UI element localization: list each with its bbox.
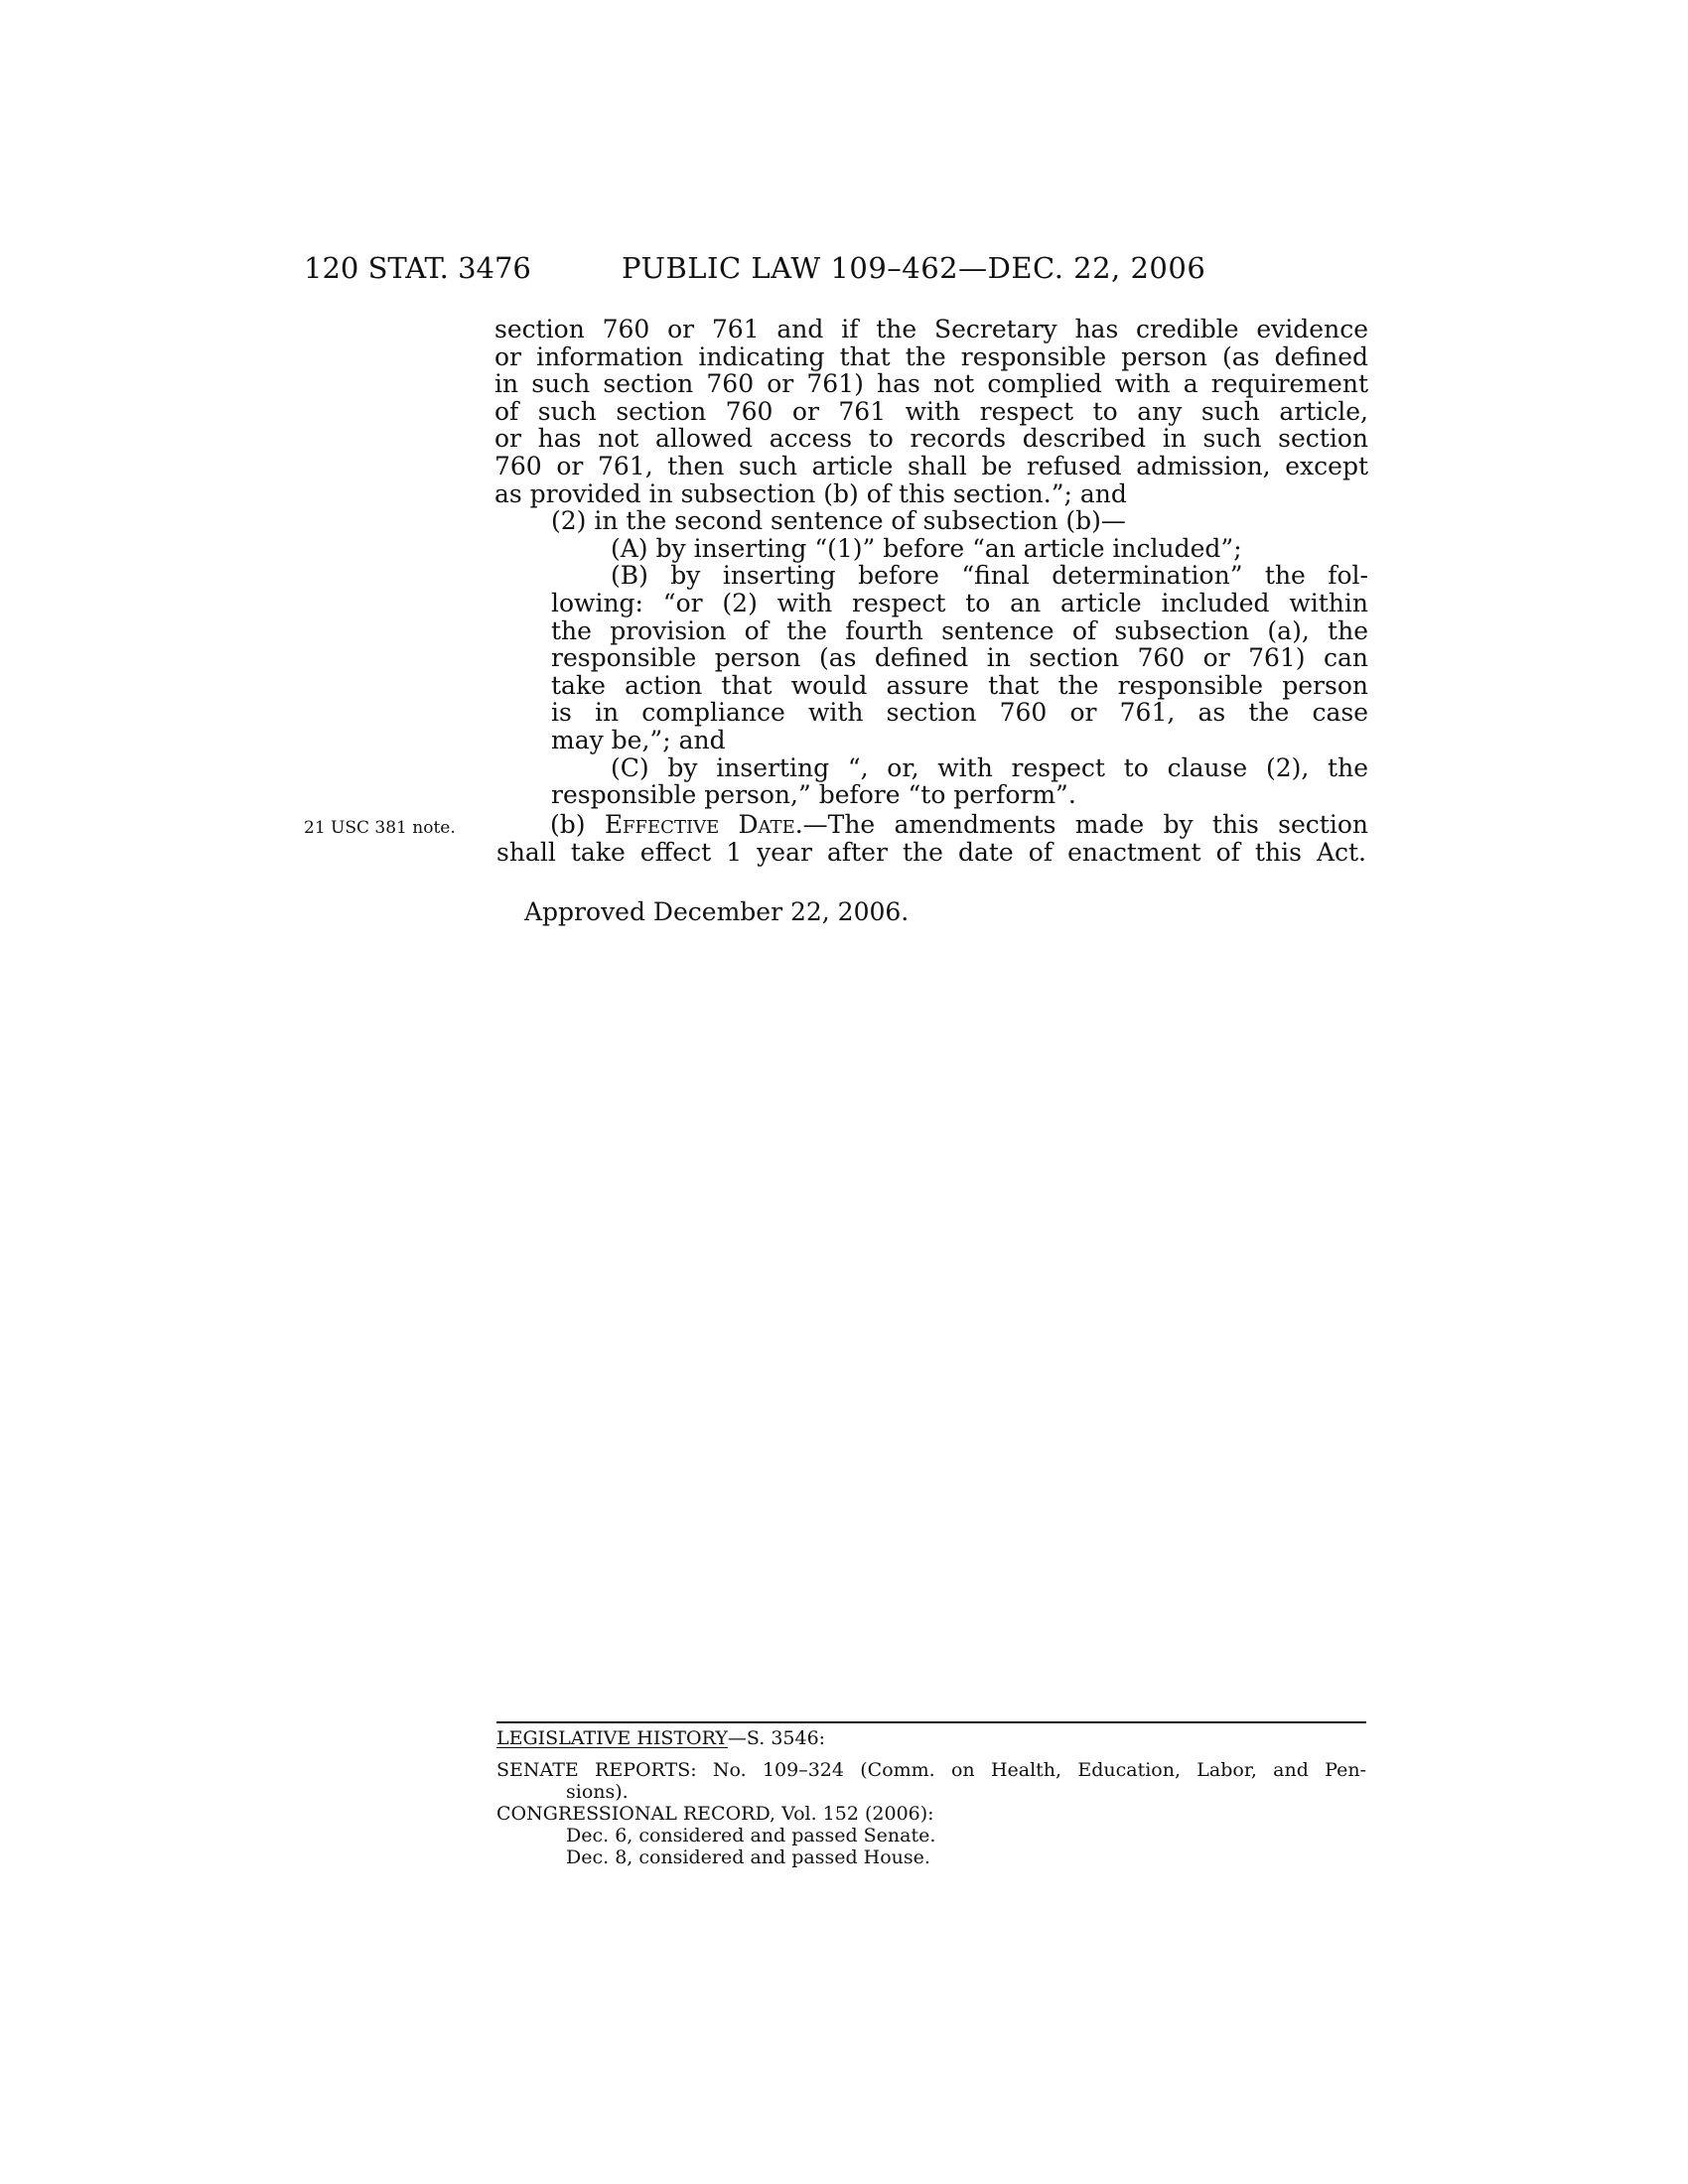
subparagraph-b-line: responsible person (as defined in section 760 or 761) can: [551, 643, 1368, 673]
effective-label-suffix: .—The amendments made by this section: [794, 810, 1368, 839]
stat-page-number: 120 STAT. 3476: [304, 251, 531, 285]
body-line: or has not allowed access to records described in such section: [494, 424, 1368, 454]
spacer: [496, 1749, 1366, 1759]
statute-body: [494, 316, 1368, 809]
subparagraph-b-line: is in compliance with section 760 or 761, as the case: [551, 698, 1368, 728]
subparagraph-c-first: (C) by inserting “, or, with respect to clause (2), the: [611, 752, 1368, 782]
public-law-title: PUBLIC LAW 109–462—DEC. 22, 2006: [622, 251, 1206, 285]
body-line: in such section 760 or 761) has not complied with a requirement: [494, 369, 1368, 399]
subparagraph-b-line: lowing: “or (2) with respect to an article included within: [551, 588, 1368, 617]
effective-date-line: shall take effect 1 year after the date of enactment of this Act.: [496, 838, 1366, 867]
approval-date: Approved December 22, 2006.: [524, 897, 910, 926]
effective-date-continuation: [496, 839, 1366, 867]
record-entry: Dec. 6, considered and passed Senate.: [566, 1825, 936, 1846]
subparagraph-b-line: take action that would assure that the responsible person: [551, 670, 1368, 700]
senate-reports-continuation: sions).: [566, 1781, 629, 1803]
subparagraph-c-last: responsible person,” before “to perform”.: [551, 780, 1076, 810]
margin-citation-note: 21 USC 381 note.: [304, 818, 456, 838]
effective-label-prefix: (b): [550, 810, 605, 839]
subparagraph-b-first: (B) by inserting before “final determination” the fol-: [611, 561, 1368, 591]
legislative-history: [496, 1727, 1366, 1868]
effective-date-heading-line: [550, 811, 1368, 839]
subparagraph-b-last: may be,”; and: [551, 725, 726, 754]
body-line: or information indicating that the responsible person (as defined: [494, 341, 1368, 371]
page-header: [304, 248, 1227, 288]
body-line: 760 or 761, then such article shall be refused admission, except: [494, 451, 1368, 480]
effective-date-label: Effective Date: [604, 810, 795, 839]
paragraph-2: (2) in the second sentence of subsection (b)—: [551, 506, 1126, 536]
body-line: of such section 760 or 761 with respect to any such article,: [494, 396, 1368, 426]
body-line: as provided in subsection (b) of this section.”; and: [494, 478, 1127, 508]
legislative-history-label: LEGISLATIVE HISTORY: [496, 1727, 728, 1749]
footnote-divider: [496, 1721, 1366, 1723]
senate-reports-line: SENATE REPORTS: No. 109–324 (Comm. on Health, Education, Labor, and Pen-: [496, 1759, 1366, 1781]
legislative-history-bill: —S. 3546:: [727, 1727, 826, 1749]
congressional-record-line: CONGRESSIONAL RECORD, Vol. 152 (2006):: [496, 1803, 934, 1825]
body-line: section 760 or 761 and if the Secretary has credible evidence: [494, 315, 1368, 343]
record-entry: Dec. 8, considered and passed House.: [566, 1846, 930, 1868]
legislative-history-heading: [496, 1727, 1366, 1749]
effective-date-section: [550, 811, 1368, 839]
subparagraph-b-line: the provision of the fourth sentence of subsection (a), the: [551, 615, 1368, 645]
subparagraph-a: (A) by inserting “(1)” before “an article included”;: [611, 533, 1242, 563]
